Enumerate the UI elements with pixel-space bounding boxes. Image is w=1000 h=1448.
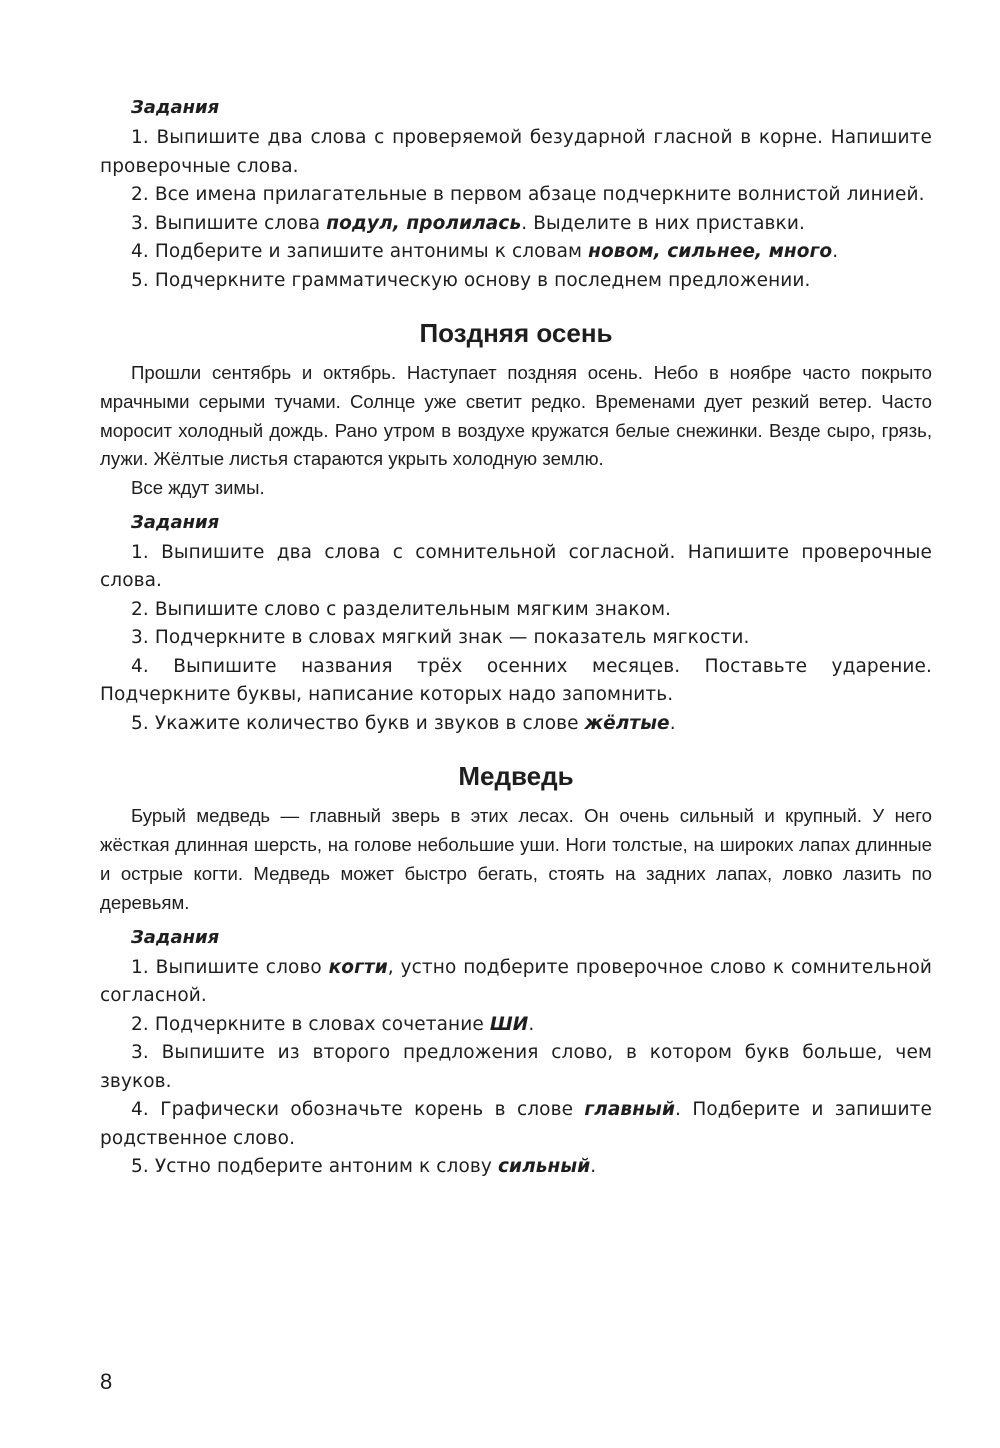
story-paragraph: Все ждут зимы. (131, 477, 265, 499)
task-item: 4. Подберите и запишите антонимы к словам новом, сильнее, много. (131, 241, 839, 262)
tasks-heading: Задания (131, 97, 220, 118)
task-item: 4. Выпишите названия трёх осенних месяцев. Поставьте ударение. Подчеркните буквы, написание которых надо запомнить. (100, 655, 932, 706)
task-item: 1. Выпишите два слова с проверяемой безударной гласной в корне. Напишите проверочные слова. (100, 127, 932, 177)
tasks-heading: Задания (131, 511, 220, 533)
task-item: 2. Выпишите слово с разделительным мягким знаком. (131, 598, 672, 620)
task-item: 3. Подчеркните в словах мягкий знак — показатель мягкости. (131, 627, 750, 649)
task-item: 4. Графически обозначьте корень в слове главный. Подберите и запишите родственное слово. (100, 1099, 932, 1149)
story-paragraph: Прошли сентябрь и октябрь. Наступает поздняя осень. Небо в ноябре часто покрыто мрачными серыми тучами. Солнце уже светит редко. Временами дует резкий ветер. Часто моросит холодный дождь. Рано утром в воздухе кружатся белые снежинки. Везде сыро, грязь, лужи. Жёлтые листья стараются укрыть холодную землю. (100, 362, 932, 470)
task-item: 2. Подчеркните в словах сочетание ШИ. (131, 1013, 535, 1035)
tasks-block-1 (100, 94, 932, 295)
emphasized-word: главный (584, 1099, 676, 1121)
section-late-autumn (100, 315, 932, 738)
task-item: 2. Все имена прилагательные в первом абзаце подчеркните волнистой линией. (131, 184, 925, 205)
emphasized-word: сильный (497, 1156, 591, 1178)
section-bear (100, 758, 932, 1181)
task-item: 1. Выпишите два слова с сомнительной согласной. Напишите проверочные слова. (100, 541, 932, 592)
emphasized-word: новом, сильнее, много (588, 241, 833, 262)
task-item: 3. Выпишите из второго предложения слово, в котором букв больше, чем звуков. (100, 1042, 932, 1092)
task-item: 5. Подчеркните грамматическую основу в последнем предложении. (131, 269, 811, 291)
task-item: 3. Выпишите слова подул, пролилась. Выделите в них приставки. (131, 212, 805, 234)
tasks-heading: Задания (131, 926, 220, 948)
emphasized-word: подул, пролилась (326, 212, 522, 234)
emphasized-word: ШИ (489, 1013, 529, 1035)
page-number: 8 (100, 1369, 113, 1394)
task-item: 5. Устно подберите антоним к слову сильный. (131, 1156, 597, 1178)
emphasized-word: когти (328, 956, 388, 978)
section-title: Медведь (458, 761, 574, 792)
emphasized-word: жёлтые (584, 712, 670, 734)
section-title: Поздняя осень (419, 318, 613, 348)
page-content (100, 94, 932, 1182)
task-item: 5. Укажите количество букв и звуков в слове жёлтые. (131, 712, 676, 734)
task-item: 1. Выпишите слово когти, устно подберите проверочное слово к сомнительной согласной. (100, 956, 932, 1007)
story-paragraph: Бурый медведь — главный зверь в этих лесах. Он очень сильный и крупный. У него жёсткая длинная шерсть, на голове небольшие уши. Ноги толстые, на широких лапах длинные и острые когти. Медведь может быстро бегать, стоять на задних лапах, ловко лазить по деревьям. (100, 805, 932, 913)
